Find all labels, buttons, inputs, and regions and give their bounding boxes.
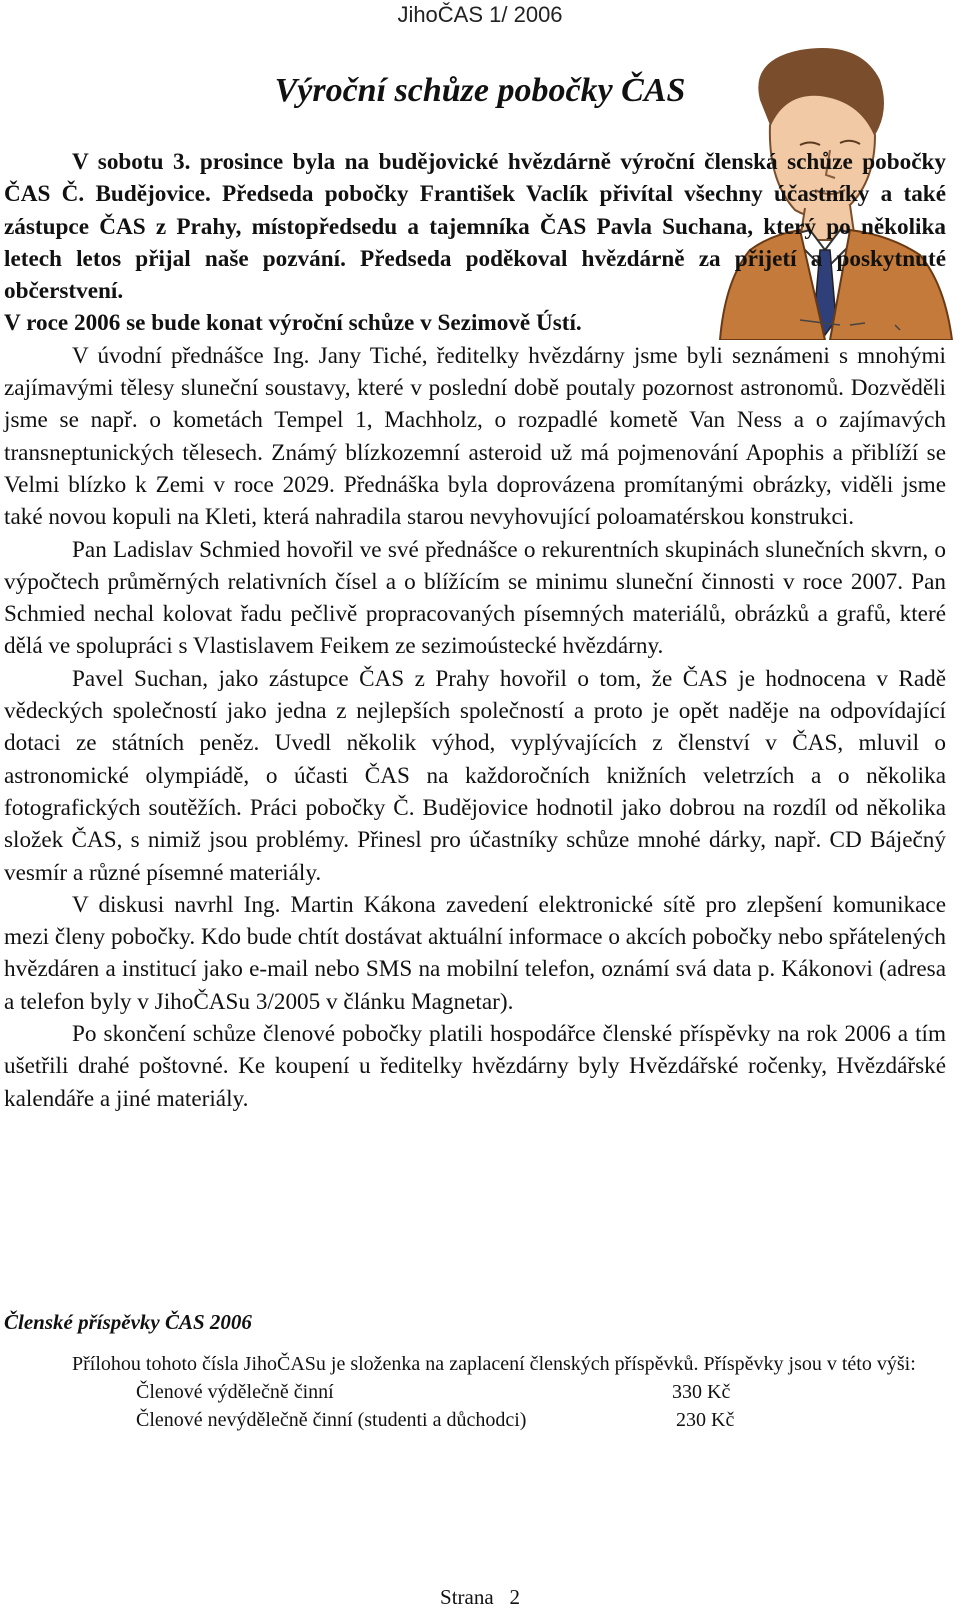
paragraph-closing: Po skončení schůze členové pobočky platili hospodářce členské příspěvky na rok 2006 a tím ušetřili drahé poštovné. Ke koupení u ředitelky hvězdárny byly Hvězdářské ročenky, Hvězdářské kalendáře a jiné materiály. xyxy=(4,1021,946,1112)
fees-section xyxy=(4,1350,946,1434)
fee-label: Členové výdělečně činní xyxy=(136,1381,334,1403)
fee-value: 230 Kč xyxy=(676,1409,735,1431)
page-number: Strana 2 xyxy=(440,1585,520,1609)
paragraph-discussion: V diskusi navrhl Ing. Martin Kákona zavedení elektronické sítě pro zlepšení komunikace mezi členy pobočky. Kdo bude chtít dostávat aktuální informace o akcích pobočky nebo spřátelených hvězdáren a institucí jako e-mail nebo SMS na mobilní telefon, oznámí svá data p. Kákonovi (adresa a telefon byly v JihoČASu 3/2005 v článku Magnetar). xyxy=(4,891,946,1015)
article-body xyxy=(4,146,946,1115)
intro-next-meeting: V roce 2006 se bude konat výroční schůze v Sezimově Ústí. xyxy=(4,310,582,337)
article-title: Výroční schůze pobočky ČAS xyxy=(274,72,686,109)
paragraph-lecture-tiche: V úvodní přednášce Ing. Jany Tiché, ředitelky hvězdárny jsme byli seznámeni s mnohými zajímavými tělesy sluneční soustavy, které v poslední době poutaly pozornost astronomů. Dozvěděli jsme se např. o kometách Tempel 1, Machholz, o rozpadlé kometě Van Ness a o zajímavých transneptunických tělesech. Známý blízkozemní asteroid už má pojmenování Apophis a přiblíží se Velmi blízko k Zemi v roce 2029. Přednáška byla doprovázena promítanými obrázky, viděli jsme také novou kopuli na Kleti, která nahradila starou nevyhovující poloamatérskou konstrukci. xyxy=(4,342,946,531)
page-header: JihoČAS 1/ 2006 xyxy=(397,2,563,27)
paragraph-lecture-schmied: Pan Ladislav Schmied hovořil ve své přednášce o rekurentních skupinách slunečních skvrn, o výpočtech průměrných relativních čísel a o blížícím se minimu sluneční činnosti v roce 2007. Pan Schmied nechal kolovat řadu pečlivě propracovaných písemných materiálů, obrázků a grafů, které dělá ve spolupráci s Vlastislavem Feikem ze sezimoústecké hvězdárny. xyxy=(4,536,946,660)
fees-section-title: Členské příspěvky ČAS 2006 xyxy=(4,1310,252,1334)
fee-row xyxy=(4,1406,946,1434)
fee-value: 330 Kč xyxy=(672,1381,731,1403)
fees-intro: Přílohou tohoto čísla JihoČASu je složenka na zaplacení členských příspěvků. Příspěvky jsou v této výši: xyxy=(72,1353,916,1375)
fee-label: Členové nevýdělečně činní (studenti a důchodci) xyxy=(136,1409,527,1431)
intro-text: V sobotu 3. prosince byla na budějovické hvězdárně výroční členská schůze pobočky ČAS Č. Budějovice. Předseda pobočky František Vaclík přivítal všechny účastníky a také zástupce ČAS z Prahy, místopředsedu a tajemníka ČAS Pavla Suchana, který po několika letech letos přijal naše pozvání. Předseda poděkoval hvězdárně za přijetí a poskytnuté občerstvení. xyxy=(4,149,946,305)
intro-paragraph xyxy=(4,146,946,340)
paragraph-suchan: Pavel Suchan, jako zástupce ČAS z Prahy hovořil o tom, že ČAS je hodnocena v Radě vědeckých společností jako jedna z nejlepších společností a proto je opět naděje na odpovídající dotaci ze státních peněz. Uvedl několik výhod, vyplývajících z členství v ČAS, mluvil o astronomické olympiádě, o účasti ČAS na každoročních knižních veletrzích a o několika fotografických soutěžích. Práci pobočky Č. Budějovice hodnotil jako dobrou na rozdíl od několika složek ČAS, s nimiž jsou problémy. Přinesl pro účastníky schůze mnohé dárky, např. CD Báječný vesmír a různé písemné materiály. xyxy=(4,665,946,886)
fee-row xyxy=(4,1378,946,1406)
